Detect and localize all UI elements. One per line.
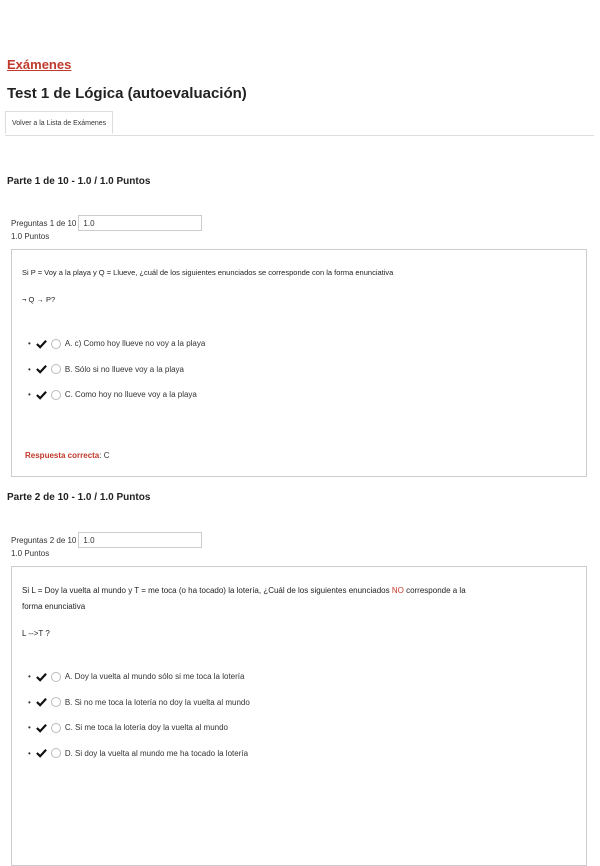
checkmark-icon	[36, 672, 47, 682]
option-label: C. Si me toca la lotería doy la vuelta al mundo	[64, 723, 229, 732]
back-to-exams-tab[interactable]: Volver a la Lista de Exámenes	[5, 111, 113, 134]
part-2-title: Parte 2 de 10 - 1.0 / 1.0 Puntos	[7, 492, 151, 503]
option-radio[interactable]	[51, 364, 61, 374]
question-1-formula: ¬ Q → P?	[22, 295, 56, 304]
bullet: •	[28, 697, 31, 707]
option-item	[28, 388, 205, 401]
option-item	[28, 721, 250, 734]
question-2-label: Preguntas 2 de 10	[11, 535, 77, 545]
option-item	[28, 747, 250, 760]
option-radio[interactable]	[51, 672, 61, 682]
tab-bar	[5, 111, 594, 136]
question-2-text-line2: forma enunciativa	[22, 602, 86, 611]
part-1-title: Parte 1 de 10 - 1.0 / 1.0 Puntos	[7, 176, 151, 187]
question-1-options	[28, 337, 205, 414]
bullet: •	[28, 364, 31, 374]
question-2-points: 1.0 Puntos	[11, 549, 50, 558]
question-2-text-end: corresponde a la	[403, 586, 466, 595]
checkmark-icon	[36, 697, 47, 707]
bullet: •	[28, 723, 31, 732]
option-radio[interactable]	[51, 697, 61, 707]
option-label: A. Doy la vuelta al mundo sólo si me toca la lotería	[64, 672, 245, 681]
correct-answer-value: : C	[99, 451, 110, 460]
option-label: A. c) Como hoy llueve no voy a la playa	[64, 339, 206, 348]
option-radio[interactable]	[51, 390, 61, 400]
option-label: D. Si doy la vuelta al mundo me ha tocado la lotería	[64, 748, 249, 758]
option-item	[28, 670, 250, 683]
correct-answer-label: Respuesta correcta	[25, 451, 100, 460]
checkmark-icon	[36, 748, 47, 758]
question-2-text-start: Si L = Doy la vuelta al mundo y T = me toca (o ha tocado) la lotería, ¿Cuál de los siguientes enunciados	[22, 586, 392, 595]
question-1-points: 1.0 Puntos	[11, 232, 50, 241]
bullet: •	[28, 748, 31, 758]
question-1-box	[11, 249, 587, 477]
question-2-box	[11, 566, 587, 866]
checkmark-icon	[36, 339, 47, 349]
question-2-formula: L -->T ?	[22, 629, 50, 638]
question-2-text	[22, 583, 466, 599]
correct-answer	[25, 451, 110, 460]
checkmark-icon	[36, 390, 47, 400]
question-2-highlight: NO	[391, 586, 404, 595]
option-label: C. Como hoy no llueve voy a la playa	[64, 390, 197, 399]
bullet: •	[28, 339, 31, 348]
option-item	[28, 337, 205, 350]
question-1-text: Si P = Voy a la playa y Q = Llueve, ¿cuál de los siguientes enunciados se corresponde con la forma enunciativa	[22, 268, 394, 277]
question-1-score-input[interactable]	[78, 215, 202, 231]
question-2-meta	[11, 532, 202, 558]
page-title: Test 1 de Lógica (autoevaluación)	[7, 85, 247, 102]
question-1-label: Preguntas 1 de 10	[11, 218, 77, 228]
option-label: B. Si no me toca la lotería no doy la vuelta al mundo	[64, 697, 250, 707]
option-item	[28, 363, 205, 376]
option-radio[interactable]	[51, 723, 61, 733]
option-radio[interactable]	[51, 748, 61, 758]
question-2-score-input[interactable]	[78, 532, 202, 548]
option-item	[28, 696, 250, 709]
examenes-link[interactable]: Exámenes	[7, 57, 72, 72]
bullet: •	[28, 390, 31, 399]
option-label: B. Sólo si no llueve voy a la playa	[64, 364, 184, 374]
checkmark-icon	[36, 364, 47, 374]
bullet: •	[28, 672, 31, 681]
option-radio[interactable]	[51, 339, 61, 349]
checkmark-icon	[36, 723, 47, 733]
question-2-options	[28, 670, 250, 772]
question-1-meta	[11, 215, 202, 241]
